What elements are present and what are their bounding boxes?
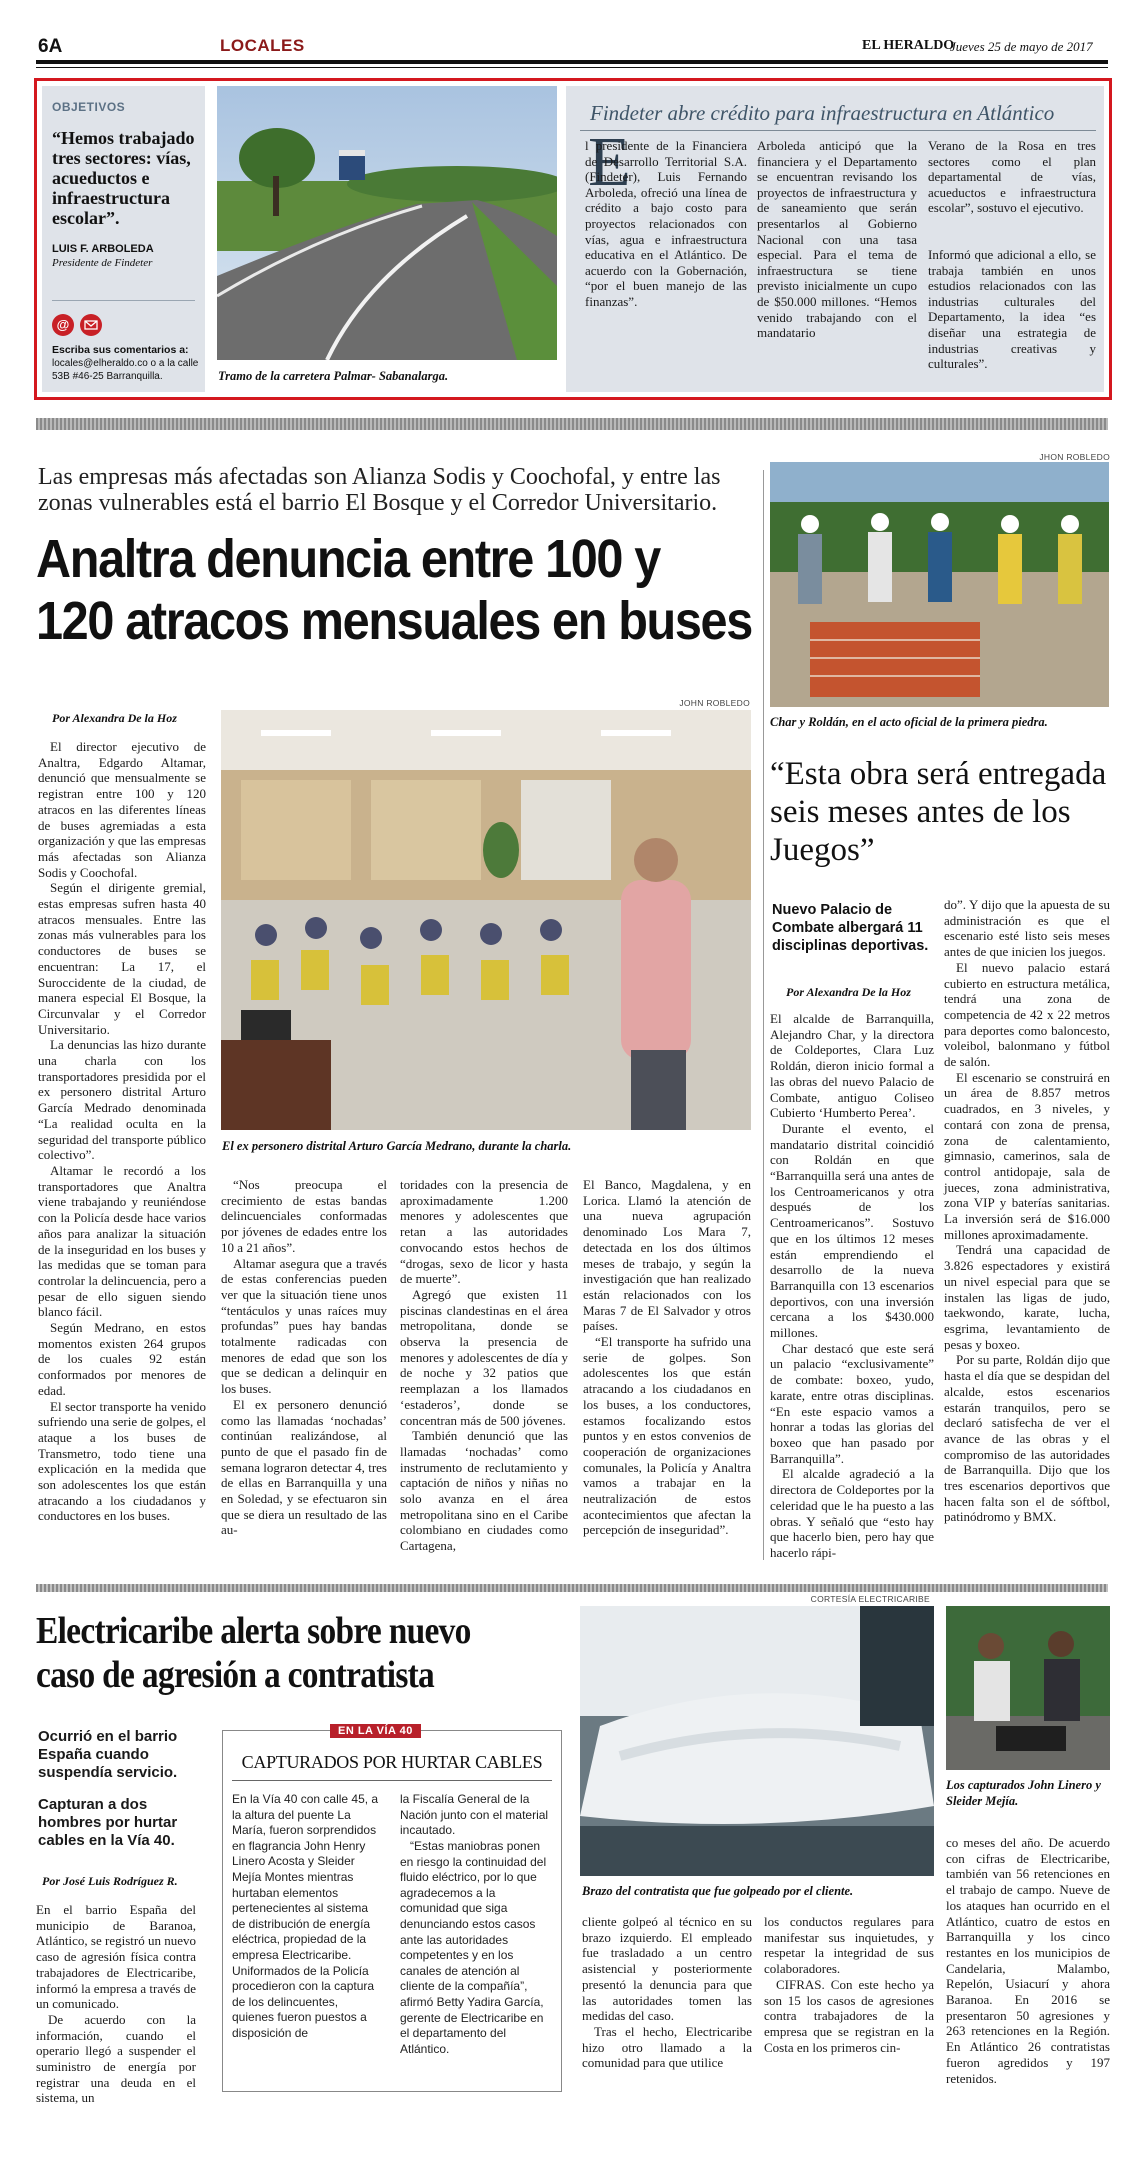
main-col1-p6: El sector transporte ha venido sufriendo una serie de golpes, el ataque a los buses de Transmetro, todo tiene una explicación en la medida que son adolescentes los que están atracando a los ciudadanos y conductores en los buses. bbox=[38, 1398, 206, 1524]
objectives-quote: “Hemos trabajado tres sectores: vías, acueductos e infraestructura escolar”. bbox=[52, 128, 195, 228]
bottom-deck-2: Capturan a dos hombres por hurtar cables en la Vía 40. bbox=[38, 1796, 178, 1849]
bottom-col1-p1: En el barrio España del municipio de Baranoa, Atlántico, se registró un nuevo caso de agresión física contra trabajadores de Electricaribe, informó la empresa a través de un comunicado. bbox=[36, 1902, 196, 2012]
main-col2-p1: “Nos preocupa el crecimiento de estas bandas delincuenciales conformadas por jóvenes de edades entre los 10 a 21 años”. bbox=[221, 1177, 387, 1255]
main-deck: Las empresas más afectadas son Alianza Sodis y Coochofal, y entre las zonas vulnerables está el barrio El Bosque y el Corredor Universitario. bbox=[38, 464, 721, 516]
main-headline-2: 120 atracos mensuales en buses bbox=[36, 591, 752, 651]
bottom-headline-2: caso de agresión a contratista bbox=[36, 1654, 435, 1696]
main-byline: Por Alexandra De la Hoz bbox=[52, 711, 177, 725]
title-rule bbox=[580, 130, 1096, 131]
captured-photo bbox=[946, 1606, 1110, 1770]
capture-box-col2a: la Fiscalía General de la Nación junto con el material incautado. bbox=[400, 1792, 549, 1838]
main-col1-p5: Según Medrano, en estos momentos existen 264 grupos de los cuales 92 están conformados por menores de edad. bbox=[38, 1320, 206, 1398]
findeter-title: Findeter abre crédito para infraestructura en Atlántico bbox=[590, 101, 1055, 125]
main-col3-p3: También denunció que las llamadas ‘nochadas’ como instrumento de reclutamiento y captación de niños y niñas no solo avanza en el área metropolitana sino en el Caribe colombiano en ciudades como Cartagena, bbox=[400, 1428, 568, 1554]
quote-role: Presidente de Findeter bbox=[52, 257, 153, 269]
side-col2-p1: do”. Y dijo que la apuesta de su administración es que el escenario esté listo seis meses antes de que inicien los juegos. bbox=[944, 897, 1110, 960]
side-col1-p3: Char destacó que este será un palacio “exclusivamente” de combate: boxeo, yudo, karate, entre otras disciplinas. “En este espacio vamos a honrar a todas las glorias del boxeo que han pasado por Barranquilla”. bbox=[770, 1340, 934, 1466]
main-photo bbox=[221, 710, 751, 1130]
findeter-col3b: Informó que adicional a ello, se trabaja también en unos estudios relacionados con las industrias culturales del Departamento, la idea “es diseñar una estrategia de industrias creativas y culturales”. bbox=[928, 247, 1096, 372]
main-col4-p2: “El transporte ha sufrido una serie de golpes. Son adolescentes los que están atracando a los ciudadanos en los buses, a los conductores, estamos focalizando estos puntos y en estos convenios de cooperación de organizaciones comunales, la Policía y Analtra vamos a trabajar en la neutralización de estos acontecimientos que afectan la percepción de inseguridad”. bbox=[583, 1334, 751, 1538]
findeter-col1 bbox=[585, 138, 747, 310]
main-col2-p2: Altamar asegura que a través de estas conferencias pueden ver que la situación tiene unos “tentáculos y unas raíces muy profundas” pues hay bandas totalmente radicadas con menores de edad que son los que se dedican a delinquir en los buses. bbox=[221, 1255, 387, 1397]
side-col2-p4: Tendrá una capacidad de 3.826 espectadores y existirá un nivel especial para que se instalen las ligas de judo, taekwondo, karate, lucha, esgrima, levantamiento de pesas y boxeo. bbox=[944, 1242, 1110, 1352]
main-photo-caption: El ex personero distrital Arturo García Medrano, durante la charla. bbox=[222, 1139, 572, 1153]
bottom-byline: Por José Luis Rodríguez R. bbox=[42, 1874, 178, 1888]
side-col1-p2: Durante el evento, el mandatario distrital coincidió con Roldán en que “Barranquilla será una antes de los Centroamericanos y otra después de los Centroamericanos”. Sostuvo que en los últimos 12 meses están emprendiendo el desarrollo de la nueva Barranquilla con 13 escenarios deportivos, con una inversión cercana a los $430.000 millones. bbox=[770, 1120, 934, 1341]
bottom-col1 bbox=[36, 1902, 196, 2106]
panel-divider bbox=[52, 300, 195, 301]
page-number: 6A bbox=[38, 36, 63, 57]
arm-photo bbox=[580, 1606, 934, 1876]
bottom-headline-1: Electricaribe alerta sobre nuevo bbox=[36, 1610, 471, 1652]
capture-box-title: CAPTURADOS POR HURTAR CABLES bbox=[241, 1752, 543, 1772]
side-col2-p2: El nuevo palacio estará cubierto en estructura metálica, tendrá una zona de competencia de 42 x 22 metros para deportes como baloncesto, voleibol, balonmano y fútbol de salón. bbox=[944, 959, 1110, 1070]
bottom-separator bbox=[36, 1584, 1108, 1592]
capture-box-col2b: “Estas maniobras ponen en riesgo la continuidad del fluido eléctrico, por lo que agradecemos a la comunidad que siga denunciando estos casos ante las autoridades competentes y en los canales de atención al cliente de la compañía”, afirmó Betty Yadira García, gerente de Electricaribe en el departamento del Atlántico. bbox=[400, 1839, 547, 2056]
bottom-col1-p2: De acuerdo con la información, cuando el operario llegó a suspender el suministro de energía por registrar una deuda en el sistema, un bbox=[36, 2011, 196, 2106]
main-col2-p3: El ex personero denunció como las llamadas ‘nochadas’ continúan realizándose, al punto de que el pasado fin de semana lograron detectar 4, tres de ellas en Barranquilla y una en Soledad, y se efectuaron sin que se diera un resultado de las au- bbox=[221, 1396, 387, 1538]
section-label: LOCALES bbox=[220, 36, 305, 55]
side-col1 bbox=[770, 1011, 934, 1561]
side-col2 bbox=[944, 897, 1110, 1525]
bottom-col2 bbox=[582, 1914, 752, 2071]
arm-photo-caption: Brazo del contratista que fue golpeado por el cliente. bbox=[582, 1884, 854, 1898]
main-photo-credit: JOHN ROBLEDO bbox=[679, 698, 750, 708]
edition-date: Jueves 25 de mayo de 2017 bbox=[950, 39, 1093, 54]
bottom-col4-p1: co meses del año. De acuerdo con cifras de Electricaribe, también van 56 retenciones en el trabajo de campo. Nueve de los ataques han ocurrido en el Atlántico, cuatro de estos en Barranquilla y los cinco restantes en los municipios de Candelaria, Malambo, Repelón, Usiacurí y ahora Baranoa. En 2016 se presentaron 50 agresiones y 263 retenciones en la Región. En Atlántico 26 contratistas fueron agredidos y 197 retenidos. bbox=[946, 1835, 1110, 2086]
main-col1-p4: Altamar le recordó a los transportadores que Analtra viene trabajando y reuniéndose con la Policía desde hace varios años para analizar la situación de la inseguridad en los buses y las medidas que se toman para controlar la delincuencia, pero a pesar de ello siguen siendo blanco fácil. bbox=[38, 1162, 206, 1320]
main-col2 bbox=[221, 1177, 387, 1538]
mail-icon bbox=[80, 314, 102, 336]
side-col1-p4: El alcalde agradeció a la directora de Coldeportes por la celeridad que le ha puesto a las obras. Y señaló que “esto hay que hacerlo bien, pero hay que hacerlo rápi- bbox=[770, 1466, 934, 1560]
objectives-label: OBJETIVOS bbox=[52, 100, 126, 114]
side-deck: Nuevo Palacio de Combate albergará 11 disciplinas deportivas. bbox=[772, 902, 929, 954]
main-col3 bbox=[400, 1177, 568, 1554]
bottom-photo-credit: CORTESÍA ELECTRICARIBE bbox=[810, 1594, 930, 1604]
masthead-rule bbox=[36, 60, 1108, 64]
bottom-col3-p1: los conductos regulares para manifestar sus inquietudes, y respetar la integridad de sus colaboradores. bbox=[764, 1914, 934, 1977]
findeter-col2: Arboleda anticipó que la financiera y el Departamento se encuentran revisando los proyectos de infraestructura y de saneamiento que serán presentarlos al Gobierno Nacional con una tasa especial. Para el tema de infraestructura se tiene previsto inicialmente un cupo de $50.000 millones. “Hemos venido trabajando con el mandatario bbox=[757, 138, 917, 341]
side-photo bbox=[770, 462, 1109, 707]
main-col1-p1: El director ejecutivo de Analtra, Edgardo Altamar, denunció que mensualmente se registran entre 100 y 120 atracos en las diferentes líneas de buses agremiadas a esta organización y que las empresas más afectadas son Alianza Sodis y Coochofal. bbox=[38, 739, 206, 880]
side-col2-p3: El escenario se construirá en un área de 8.857 metros cuadrados, en 3 niveles, y contará con zona de prensa, zona de calentamiento, gimnasio, camerinos, sala de control antidopaje, sala de jueces, zona administrativa, zona VIP y baterías sanitarias. La inversión será de $16.000 millones aproximadamente. bbox=[944, 1069, 1110, 1242]
side-col2-p5: Por su parte, Roldán dijo que hasta el día que se despidan del alcalde, estos escenarios estarán tranquilos, pero se declaró satisfecha de ver el avance de las obras y el compromiso de las autoridades de Barranquilla. Dijo que los tres escenarios deportivos que hacen falta son el de sóftbol, patinódromo y BMX. bbox=[944, 1352, 1110, 1525]
main-col4-p1: El Banco, Magdalena, y en Lorica. Llamó la atención de una nueva agrupación denominado Los Mara 7, detectada en los dos últimos meses de trabajo, y según la investigación que han realizado están relacionados con los Maras 7 de El Salvador y otros países. bbox=[583, 1177, 751, 1334]
findeter-col3a: Verano de la Rosa en tres sectores como el plan departamental de vías, acueductos e infraestructura escolar”, sostuvo el ejecutivo. bbox=[928, 138, 1096, 216]
column-divider bbox=[763, 470, 764, 1560]
bottom-col2-p2: Tras el hecho, Electricaribe hizo otro llamado a la comunidad para que utilice bbox=[582, 2023, 752, 2071]
side-col1-p1: El alcalde de Barranquilla, Alejandro Char, y la directora de Coldeportes, Clara Luz Roldán, dieron inicio formal a las obras del nuevo Palacio de Combate, antiguo Coliseo Cubierto ‘Humberto Perea’. bbox=[770, 1011, 934, 1121]
road-photo-caption: Tramo de la carretera Palmar- Sabanalarga. bbox=[218, 369, 449, 383]
quote-author: LUIS F. ARBOLEDA bbox=[52, 243, 154, 255]
main-headline-1: Analtra denuncia entre 100 y bbox=[36, 529, 660, 589]
capture-box-tag: EN LA VÍA 40 bbox=[330, 1724, 421, 1738]
main-col1-p3: La denuncias las hizo durante una charla con los transportadores presidida por el ex personero distrital Arturo García Medrado denominada “La realidad oculta en la seguridad del transporte público colectivo”. bbox=[38, 1037, 206, 1163]
main-col4 bbox=[583, 1177, 751, 1538]
side-photo-credit: JHON ROBLEDO bbox=[1039, 452, 1110, 462]
main-col3-p1: toridades con la presencia de aproximadamente 1.200 menores y adolescentes que retan a las autoridades convocando estos hechos de “drogas, sexo de licor y hasta de muerte”. bbox=[400, 1177, 568, 1287]
bottom-col2-p1: cliente golpeó al técnico en su brazo izquierdo. El empleado fue trasladado a un centro asistencial y posteriormente presentó la denuncia para que las autoridades tomen las medidas del caso. bbox=[582, 1914, 752, 2024]
captured-photo-caption: Los capturados John Linero y Sleider Mejía. bbox=[946, 1778, 1101, 1808]
side-byline: Por Alexandra De la Hoz bbox=[786, 985, 911, 999]
side-photo-caption: Char y Roldán, en el acto oficial de la primera piedra. bbox=[770, 715, 1048, 729]
main-col3-p2: Agregó que existen 11 piscinas clandestinas en el área metropolitana, donde se observa la presencia de menores y adolescentes de día y de noche y 32 patios que reemplazan a los llamados ‘estaderos’, donde se concentran más de 500 jóvenes. bbox=[400, 1286, 568, 1428]
main-col1 bbox=[38, 739, 206, 1524]
comment-text: locales@elheraldo.co o a la calle 53B #46-25 Barranquilla. bbox=[52, 358, 199, 382]
at-icon: @ bbox=[52, 314, 74, 336]
side-headline: “Esta obra será entregada seis meses antes de los Juegos” bbox=[770, 756, 1107, 868]
paper-name: EL HERALDO bbox=[862, 38, 955, 53]
comment-label: Escriba sus comentarios a: bbox=[52, 344, 189, 356]
main-col1-p2: Según el dirigente gremial, estas empresas sufren hasta 40 atracos mensuales. Entre las zonas más vulnerables para los conductores de buses se encuentran: La 17, el Suroccidente de la ciudad, de manera especial El Bosque, la Circunvalar y el Corredor Universitario. bbox=[38, 880, 206, 1037]
findeter-col1-text: l presidente de la Financiera de Desarrollo Territorial S.A. (Findeter), Luis Fernando Arboleda, ofreció una línea de crédito a bajo costo para proyectos relacionados con vías, agua e infraestructura educativa en el Atlántico. De acuerdo con la Gobernación, “por el buen manejo de las finanzas”. bbox=[585, 138, 747, 309]
masthead-rule-thin bbox=[36, 67, 1108, 68]
separator-band bbox=[36, 418, 1108, 430]
road-photo bbox=[217, 86, 557, 360]
bottom-col3-p2: CIFRAS. Con este hecho ya son 15 los casos de agresiones contra trabajadores de la empresa que se registran en la Costa en los primeros cin- bbox=[764, 1976, 934, 2055]
bottom-deck-1: Ocurrió en el barrio España cuando suspendía servicio. bbox=[38, 1728, 178, 1781]
capture-box-rule bbox=[232, 1780, 552, 1781]
bottom-col3 bbox=[764, 1914, 934, 2055]
bottom-col4 bbox=[946, 1835, 1110, 2086]
dropcap: E bbox=[588, 124, 631, 201]
capture-box-col1: En la Vía 40 con calle 45, a la altura del puente La María, fueron sorprendidos en flagrancia John Henry Linero Acosta y Sleider Mejía Montes mientras hurtaban elementos pertenecientes al sistema de distribución de energía eléctrica, propiedad de la empresa Electricaribe. Uniformados de la Policía procedieron con la captura de los delincuentes, quienes fueron puestos a disposición de bbox=[232, 1792, 379, 2040]
